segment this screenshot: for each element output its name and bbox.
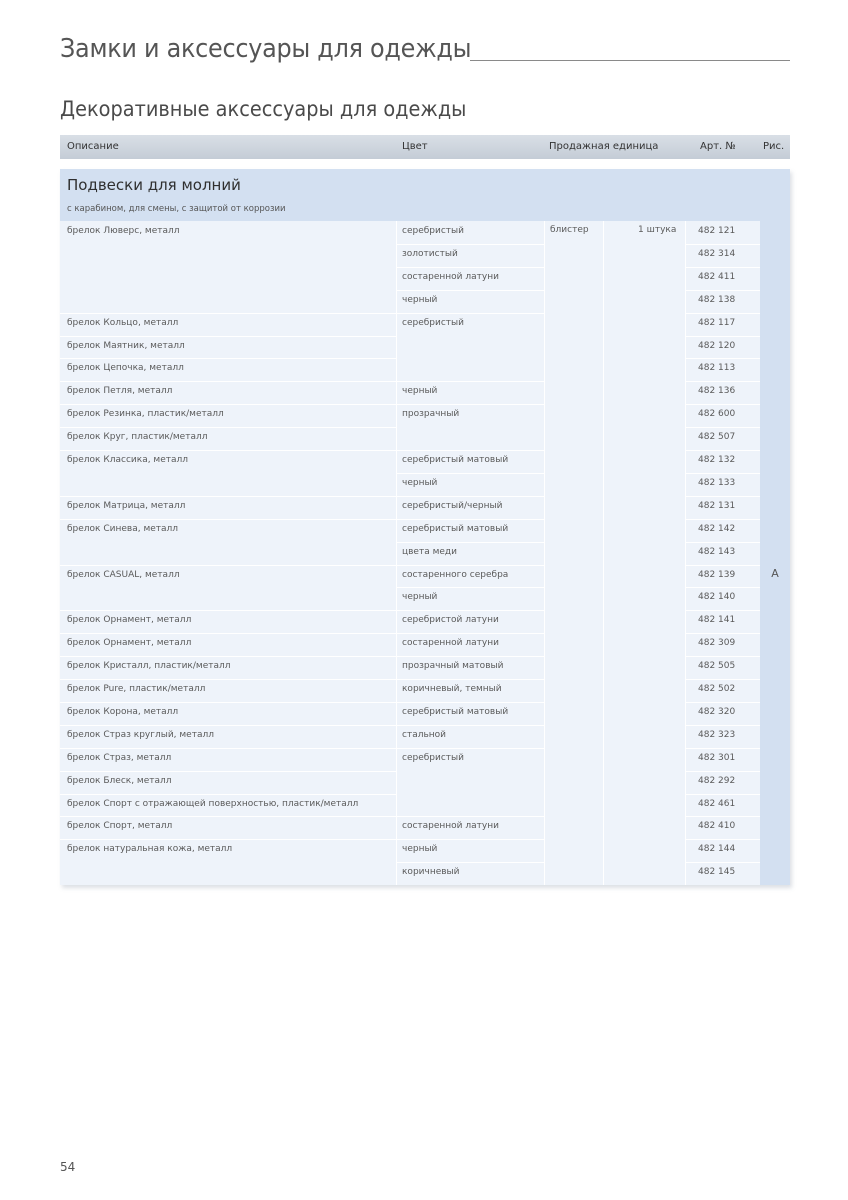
row-article: 482 120 [698,341,736,351]
row-divider [396,519,544,520]
row-article: 482 314 [698,249,736,259]
row-divider [685,290,760,291]
row-divider [60,519,396,520]
table-body [60,221,790,885]
row-divider [396,404,544,405]
row-divider [685,862,760,863]
row-divider [685,610,760,611]
row-divider [60,839,396,840]
row-divider [685,633,760,634]
row-article: 482 133 [698,478,736,488]
group-header [60,169,790,221]
row-color: серебристый матовый [402,524,509,534]
row-color: серебристый [402,226,464,236]
row-article: 482 121 [698,226,736,236]
row-divider [60,358,396,359]
row-description: брелок Маятник, металл [67,341,185,351]
row-description: брелок Цепочка, металл [67,363,184,373]
row-divider [60,771,396,772]
row-description: брелок Страз, металл [67,753,172,763]
row-color: состаренной латуни [402,272,499,282]
row-divider [685,748,760,749]
row-divider [396,244,544,245]
row-divider [60,427,396,428]
row-divider [60,633,396,634]
table-row [60,542,760,565]
row-divider [60,610,396,611]
product-table [60,135,790,885]
row-divider [685,794,760,795]
row-divider [396,633,544,634]
table-row [60,794,760,817]
unit-quantity: 1 штука [638,225,677,235]
table-row [60,748,760,771]
row-article: 482 309 [698,638,736,648]
row-description: брелок Кольцо, металл [67,318,179,328]
table-row [60,610,760,633]
row-description: брелок Корона, металл [67,707,179,717]
row-divider [685,267,760,268]
row-divider [396,496,544,497]
product-group [60,169,790,885]
row-color: состаренного серебра [402,570,509,580]
row-divider [685,381,760,382]
row-divider [685,313,760,314]
table-row [60,381,760,404]
row-color: состаренной латуни [402,821,499,831]
row-divider [396,725,544,726]
table-row [60,587,760,610]
row-divider [396,587,544,588]
table-row [60,290,760,313]
row-description: брелок Орнамент, металл [67,638,192,648]
row-description: брелок Спорт с отражающей поверхностью, пластик/металл [67,799,359,809]
row-divider [685,725,760,726]
row-divider [396,473,544,474]
column-figure: Рис. [763,141,785,152]
row-color: черный [402,478,438,488]
row-article: 482 144 [698,844,736,854]
row-divider [396,748,544,749]
row-color: состаренной латуни [402,638,499,648]
row-divider [685,702,760,703]
row-divider [60,404,396,405]
row-divider [396,381,544,382]
row-description: брелок Люверс, металл [67,226,180,236]
row-article: 482 113 [698,363,736,373]
row-divider [396,267,544,268]
row-divider [60,679,396,680]
row-article: 482 600 [698,409,736,419]
table-row [60,267,760,290]
row-color: черный [402,592,438,602]
row-divider [685,565,760,566]
row-article: 482 411 [698,272,736,282]
row-color: прозрачный [402,409,460,419]
row-divider [685,587,760,588]
row-article: 482 320 [698,707,736,717]
row-article: 482 505 [698,661,736,671]
row-article: 482 141 [698,615,736,625]
table-row [60,565,760,588]
row-color: черный [402,844,438,854]
column-color: Цвет [402,141,428,152]
row-divider [60,748,396,749]
row-color: серебристый [402,318,464,328]
table-row [60,427,760,450]
row-color: стальной [402,730,447,740]
row-divider [685,450,760,451]
row-divider [685,358,760,359]
row-color: цвета меди [402,547,457,557]
row-divider [685,244,760,245]
header-rule [470,60,790,61]
row-divider [685,427,760,428]
row-article: 482 132 [698,455,736,465]
row-article: 482 140 [698,592,736,602]
table-row [60,656,760,679]
group-subtitle: с карабином, для смены, с защитой от коррозии [67,204,286,214]
row-article: 482 301 [698,753,736,763]
row-description: брелок Матрица, металл [67,501,186,511]
row-divider [396,862,544,863]
row-color: серебристый матовый [402,707,509,717]
table-row [60,358,760,381]
row-divider [685,839,760,840]
row-divider [60,336,396,337]
row-color: черный [402,386,438,396]
row-divider [396,450,544,451]
chapter-title: Замки и аксессуары для одежды [60,34,472,64]
row-description: брелок натуральная кожа, металл [67,844,233,854]
row-divider [396,679,544,680]
row-divider [685,519,760,520]
column-description: Описание [67,141,119,152]
table-column-header [60,135,790,159]
column-article: Арт. № [700,141,736,152]
table-row [60,839,760,862]
row-divider [60,702,396,703]
row-description: брелок Круг, пластик/металл [67,432,208,442]
row-divider [685,473,760,474]
row-description: брелок Синева, металл [67,524,179,534]
row-divider [60,794,396,795]
table-row [60,496,760,519]
section-title: Декоративные аксессуары для одежды [60,97,467,121]
row-article: 482 292 [698,776,736,786]
figure-letter: A [771,567,779,580]
row-divider [396,565,544,566]
figure-column [760,221,790,885]
row-article: 482 502 [698,684,736,694]
row-divider [60,816,396,817]
row-divider [396,816,544,817]
row-divider [396,702,544,703]
table-row [60,771,760,794]
table-row [60,404,760,427]
table-row [60,221,760,244]
row-divider [685,496,760,497]
row-article: 482 117 [698,318,736,328]
row-color: серебристой латуни [402,615,499,625]
row-divider [685,816,760,817]
table-row [60,702,760,725]
row-color: коричневый, темный [402,684,502,694]
table-row [60,313,760,336]
row-divider [685,656,760,657]
row-divider [396,656,544,657]
row-divider [685,542,760,543]
page-header [60,34,790,74]
row-description: брелок Блеск, металл [67,776,172,786]
row-divider [60,565,396,566]
table-row [60,633,760,656]
table-row [60,862,760,885]
row-divider [396,542,544,543]
row-article: 482 323 [698,730,736,740]
row-article: 482 142 [698,524,736,534]
row-color: прозрачный матовый [402,661,504,671]
row-description: брелок Орнамент, металл [67,615,192,625]
row-article: 482 507 [698,432,736,442]
row-divider [60,725,396,726]
row-description: брелок Страз круглый, металл [67,730,214,740]
row-color: коричневый [402,867,460,877]
unit-package: блистер [550,225,589,235]
row-divider [396,290,544,291]
row-color: серебристый матовый [402,455,509,465]
row-article: 482 138 [698,295,736,305]
row-article: 482 136 [698,386,736,396]
row-article: 482 139 [698,570,736,580]
row-article: 482 145 [698,867,736,877]
row-description: брелок Петля, металл [67,386,173,396]
page-number: 54 [60,1160,76,1174]
row-description: брелок Спорт, металл [67,821,173,831]
row-divider [60,656,396,657]
row-divider [685,404,760,405]
table-row [60,679,760,702]
table-row [60,816,760,839]
row-divider [60,450,396,451]
row-color: серебристый [402,753,464,763]
row-description: брелок Кристалл, пластик/металл [67,661,231,671]
row-color: черный [402,295,438,305]
row-divider [60,313,396,314]
column-unit: Продажная единица [549,141,659,152]
table-row [60,725,760,748]
table-row [60,450,760,473]
row-description: брелок Pure, пластик/металл [67,684,206,694]
group-title: Подвески для молний [67,176,241,194]
row-divider [60,381,396,382]
row-article: 482 143 [698,547,736,557]
row-color: золотистый [402,249,458,259]
row-description: брелок Резинка, пластик/металл [67,409,224,419]
row-article: 482 461 [698,799,736,809]
row-divider [396,839,544,840]
table-row [60,244,760,267]
row-article: 482 131 [698,501,736,511]
table-row [60,336,760,359]
row-divider [685,679,760,680]
table-row [60,519,760,542]
row-divider [685,336,760,337]
row-divider [685,771,760,772]
row-divider [396,610,544,611]
table-row [60,473,760,496]
row-color: серебристый/черный [402,501,503,511]
row-description: брелок CASUAL, металл [67,570,180,580]
row-divider [396,313,544,314]
row-article: 482 410 [698,821,736,831]
row-divider [60,496,396,497]
row-description: брелок Классика, металл [67,455,189,465]
